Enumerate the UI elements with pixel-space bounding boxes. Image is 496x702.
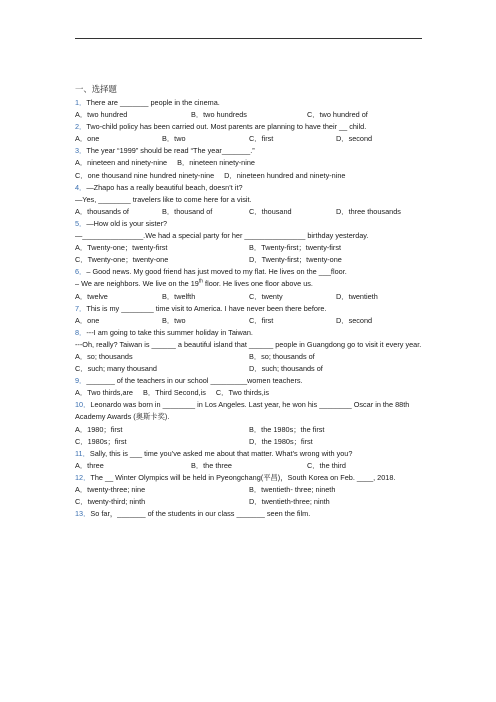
question-stem: Leonardo was born in ________ in Los Angeles. Last year, he won his ________ Oscar in the 88th Academy Awards ( xyxy=(75,400,410,422)
question-stem-cjk: 平昌 xyxy=(263,472,278,482)
option-d: D．twentieth-three; ninth xyxy=(249,497,330,507)
question-stem: _______ of the teachers in our school _________women teachers. xyxy=(86,376,303,386)
option-c: C．first xyxy=(249,315,274,325)
option-b: B．two xyxy=(162,134,186,144)
question-8 xyxy=(75,327,423,339)
option-b: B．the 1980s；the first xyxy=(249,424,325,434)
option-b: B．twentieth- three; nineth xyxy=(249,485,336,494)
option-a: A．thousands of xyxy=(75,206,129,216)
question-stem: This is my ________ time visit to America. I have never been there before. xyxy=(86,303,327,313)
options-6 xyxy=(75,291,423,303)
question-number: 12． xyxy=(75,472,91,482)
option-a: A．nineteen and ninety-nine xyxy=(75,158,168,168)
question-stem: Two-child policy has been carried out. Most parents are planning to have their __ child. xyxy=(86,122,367,132)
options-3-row2 xyxy=(75,170,423,182)
question-stem: So far，_______ of the students in our class _______ seen the film. xyxy=(90,509,311,519)
options-8-row2 xyxy=(75,363,423,375)
option-c: C．Two thirds,is xyxy=(215,388,269,398)
question-stem-cjk: 奥斯卡奖 xyxy=(135,412,165,422)
option-c: C．two hundred of xyxy=(306,110,368,120)
option-a: A．three xyxy=(75,460,104,470)
option-c: C．first xyxy=(249,134,274,144)
question-number: 7． xyxy=(75,303,87,313)
question-number: 8． xyxy=(75,327,87,337)
options-2 xyxy=(75,133,423,145)
option-c: C．one thousand nine hundred ninety-nine xyxy=(75,170,215,180)
question-5-response: —_______________.We had a special party for her _______________ birthday yesterday. xyxy=(75,231,369,241)
option-b: B．Twenty-first；twenty-first xyxy=(249,243,342,253)
option-b: B．Third Second,is xyxy=(143,388,206,398)
question-6 xyxy=(75,266,423,278)
question-8-response: ---Oh, really? Taiwan is ______ a beautiful island that ______ people in Guangdong go to visit it every year. xyxy=(75,339,422,349)
question-number: 1． xyxy=(75,98,87,107)
header-rule xyxy=(75,38,422,39)
question-4 xyxy=(75,182,423,194)
options-9 xyxy=(75,387,423,399)
option-d: D．twentieth xyxy=(336,291,378,301)
options-3-row1 xyxy=(75,157,423,169)
option-c: C．the third xyxy=(306,460,346,470)
question-stem: The __ Winter Olympics will be held in Pyeongchang( xyxy=(90,472,264,482)
question-number: 13． xyxy=(75,509,91,519)
option-d: D．the 1980s；first xyxy=(249,436,313,446)
option-a: A．two hundred xyxy=(75,110,128,120)
options-12-row1 xyxy=(75,484,423,496)
option-d: D．three thousands xyxy=(336,206,401,216)
question-stem: —How old is your sister? xyxy=(86,218,168,228)
question-4-response: —Yes, ________ travelers like to come here for a visit. xyxy=(75,194,252,204)
option-c: C．such; many thousand xyxy=(75,364,157,374)
options-10-row1 xyxy=(75,424,423,436)
options-10-row2 xyxy=(75,436,423,448)
section-heading: 一、选择题 xyxy=(75,84,117,94)
question-number: 4． xyxy=(75,182,87,192)
option-a: A．Two thirds,are xyxy=(75,388,133,398)
question-number: 10． xyxy=(75,400,91,410)
option-d: D．nineteen hundred and ninety-nine xyxy=(224,170,346,180)
option-a: A．1980；first xyxy=(75,424,123,434)
option-b: B．two hundreds xyxy=(190,110,247,120)
question-stem: ---I am going to take this summer holiday in Taiwan. xyxy=(86,327,253,337)
question-1 xyxy=(75,97,423,109)
option-b: B．so; thousands of xyxy=(249,351,315,361)
question-number: 5． xyxy=(75,218,87,228)
question-6-response: – We are neighbors. We live on the 19th floor. He lives one floor above us. xyxy=(75,278,313,289)
question-stem: The year “1999” should be read “The year_______.” xyxy=(86,146,255,156)
option-c: C．twenty xyxy=(249,291,283,301)
question-11 xyxy=(75,448,423,460)
option-a: A．so; thousands xyxy=(75,351,133,361)
option-d: D．Twenty-first；twenty-one xyxy=(249,255,342,265)
question-number: 2． xyxy=(75,122,87,132)
option-c: C．Twenty-one；twenty-one xyxy=(75,255,169,265)
option-a: A．one xyxy=(75,315,100,325)
option-c: C．thousand xyxy=(249,206,292,216)
question-number: 9． xyxy=(75,376,87,386)
option-a: A．twelve xyxy=(75,291,108,301)
question-number: 6． xyxy=(75,267,87,277)
question-stem: – Good news. My good friend has just moved to my flat. He lives on the ___floor. xyxy=(86,267,347,277)
options-11 xyxy=(75,460,423,472)
option-d: D．such; thousands of xyxy=(249,364,323,374)
question-3 xyxy=(75,145,423,157)
question-10: 10．Leonardo was born in ________ in Los Angeles. Last year, he won his ________ Oscar in the 88th Academy Awards (奥斯卡奖). xyxy=(75,400,410,422)
option-a: A．one xyxy=(75,134,100,144)
options-8-row1 xyxy=(75,351,423,363)
option-b: B．nineteen ninety-nine xyxy=(177,158,255,168)
option-d: D．second xyxy=(336,315,373,325)
option-a: A．Twenty-one；twenty-first xyxy=(75,243,168,253)
question-7 xyxy=(75,303,423,315)
question-2 xyxy=(75,121,423,133)
options-5-row1 xyxy=(75,242,423,254)
question-13 xyxy=(75,508,423,520)
options-1 xyxy=(75,109,423,121)
option-c: C．1980s；first xyxy=(75,436,127,446)
options-5-row2 xyxy=(75,254,423,266)
ordinal-suffix: th xyxy=(198,278,204,285)
options-7 xyxy=(75,315,423,327)
question-12: 12．The __ Winter Olympics will be held in Pyeongchang(平昌)，South Korea on Feb. ____, 2018. xyxy=(75,472,396,482)
options-12-row2 xyxy=(75,496,423,508)
question-9 xyxy=(75,375,423,387)
question-5 xyxy=(75,218,423,230)
option-b: B．the three xyxy=(190,460,232,470)
option-c: C．twenty-third; ninth xyxy=(75,497,146,507)
option-b: B．twelfth xyxy=(162,291,196,301)
question-stem: —Zhapo has a really beautiful beach, doesn’t it? xyxy=(86,182,243,192)
option-b: B．thousand of xyxy=(162,206,213,216)
options-4 xyxy=(75,206,423,218)
option-b: B．two xyxy=(162,315,186,325)
question-number: 11． xyxy=(75,448,90,458)
question-stem: Sally, this is ___ time you’ve asked me about that matter. What’s wrong with you? xyxy=(89,448,353,458)
option-a: A．twenty-three; nine xyxy=(75,485,146,494)
document-body xyxy=(75,83,423,520)
question-stem: There are _______ people in the cinema. xyxy=(86,98,220,107)
question-number: 3． xyxy=(75,146,87,156)
option-d: D．second xyxy=(336,134,373,144)
